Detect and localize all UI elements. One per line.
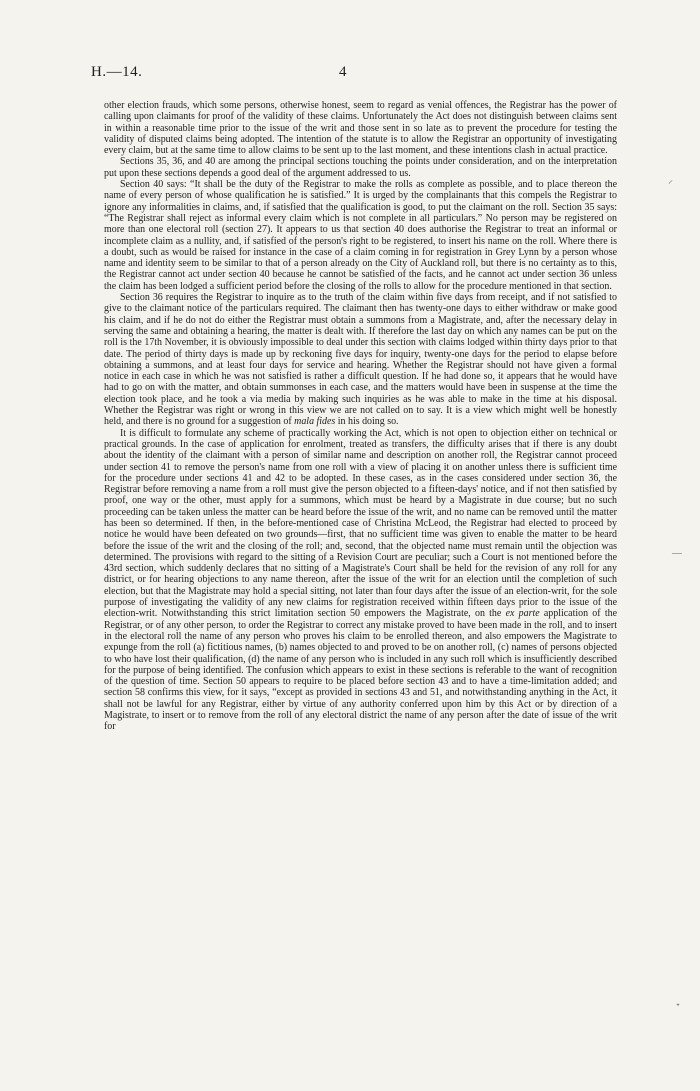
paragraph-4: Section 36 requires the Registrar to inquire as to the truth of the claim within five days from receipt, and if not satisfied to give to the claimant notice of the particulars required. The claimant then has twenty-one days to either withdraw or make good his claim, and if he do not do either the Registrar must obtain a summons from a Magistrate, and, after the necessary delay in serving the same and obtaining a hearing, the matter is dealt with. If therefore the last day on which any names can be put on the roll is the 17th November, it is obviously impossible to deal under this section with claims lodged within thirty days prior to that date. The period of thirty days is made up by reckoning five days for inquiry, twenty-one days for the period to elapse before obtaining a summons, and at least four days for service and hearing. Whether the Registrar should not have given a formal notice in each case in which he was not satisfied is rather a difficult question. If he had done so, it appears that he would have had to go on with the matter, and obtain summonses in each case, and the matters would have been in suspense at the time the election took place, and he took a via media by making such inquiries as he was able to make in the time at his disposal. Whether the Registrar was right or wrong in this view we are not called on to say. It is a view which might well be honestly held, and there is no ground for a suggestion of mala fides in his doing so. — [104, 292, 617, 428]
document-reference: H.—14. — [91, 64, 143, 80]
page-header — [91, 64, 611, 88]
paragraph-3: Section 40 says: “It shall be the duty of the Registrar to make the rolls as complete as possible, and to place thereon the name of every person of whose qualification he is satisfied.” It is urged by the complainants that this compels the Registrar to ignore any informalities in claims, and, if satisfied that the qualification is good, to put the claimant on the roll. Section 35 says: “The Registrar shall reject as informal every claim which is not complete in all particulars.” No person may be registered on more than one electoral roll (section 27). It appears to us that section 40 does authorise the Registrar to treat an informal or incomplete claim as a nullity, and, if satisfied of the person's right to be registered, to insert his name on the roll. Where there is a doubt, such as would be raised for instance in the case of a claim coming in for registration in Grey Lynn by a person whose name and identity seem to be similar to that of a person already on the City of Auckland roll, but there is no certainty as to this, the Registrar cannot act under section 40 because he cannot be satisfied of the facts, and he cannot act under section 36 unless the claim has been lodged a sufficient period before the closing of the rolls to allow for the procedure mentioned in that section. — [104, 179, 617, 292]
paragraph-1: other election frauds, which some persons, otherwise honest, seem to regard as venial offences, the Registrar has the power of calling upon claimants for proof of the validity of these claims. Unfortunately the Act does not distinguish between claims sent in within a reasonable time prior to the issue of the writ and those sent in so late as to prevent the procedure for testing the validity of disputed claims being adopted. The intention of the statute is to allow the Registrar an opportunity of investigating every claim, but at the same time to allow claims to be sent up to the last moment, and these intentions clash in actual practice. — [104, 100, 617, 157]
margin-mark: ᐩ — [676, 1002, 680, 1013]
paragraph-2: Sections 35, 36, and 40 are among the principal sections touching the points under consideration, and on the interpretation put upon these sections depends a good deal of the argument addressed to us. — [104, 156, 617, 179]
document-body — [104, 100, 617, 733]
paragraph-5: It is difficult to formulate any scheme of practically working the Act, which is not open to objection either on technical or practical grounds. In the case of application for enrolment, treated as transfers, the difficulty arises that if there is any doubt about the identity of the claimant with a person of similar name and description on another roll, the Registrar cannot proceed under section 41 to remove the person's name from one roll with a view of placing it on another unless there is sufficient time for the procedure under sections 41 and 42 to be adopted. In these cases, as in the cases considered under section 36, the Registrar before removing a name from a roll must give the person objected to a fifteen-days' notice, and if not then satisfied by proof, one way or the other, must apply for a summons, which must be heard by a Magistrate in due course; but no such proceeding can be taken unless the matter can be heard before the issue of the writ, and no name can be removed until the matter has been so determined. If then, in the before-mentioned case of Christina McLeod, the Registrar had elected to proceed by notice he would have been defeated on two grounds—first, that no sufficient time was given to enable the matter to be heard before the issue of the writ and the closing of the roll; and, second, that the objected name must remain until the objection was determined. The provisions with regard to the sitting of a Revision Court are peculiar; such a Court is not mentioned before the 43rd section, which suddenly declares that no sitting of a Magistrate's Court shall be held for the revision of any roll for any district, or for hearing objections to any name thereon, after the issue of the writ for an election until the completion of such election, but that the Magistrate may hold a special sitting, not later than four days after the issue of an election-writ, for the sole purpose of investigating the validity of any new claims for registration received within fifteen days prior to the issue of the election-writ. Notwithstanding this strict limitation section 50 empowers the Magistrate, on the ex parte application of the Registrar, or of any other person, to order the Registrar to correct any mistake proved to have been made in the roll, and to insert in the electoral roll the name of any person who proves his claim to be enrolled thereon, and also empowers the Magistrate to expunge from the roll (a) fictitious names, (b) names objected to and proved to be on another roll, (c) names of persons objected to who have lost their qualification, (d) the name of any person who is included in any such roll which is insufficiently described for the purpose of being identified. The confusion which appears to exist in these sections is referable to the want of recognition of the question of time. Section 50 appears to require to be placed before section 43 and to have a time-limitation added; and section 58 confirms this view, for it says, “except as provided in sections 43 and 51, and notwithstanding anything in the Act, it shall not be lawful for any Registrar, either by virtue of any authority conferred upon him by this Act or by direction of a Magistrate, to insert or to remove from the roll of any electoral district the name of any person after the date of issue of the writ for — [104, 427, 617, 733]
page-number: 4 — [339, 64, 347, 80]
margin-mark: — — [672, 548, 682, 559]
margin-mark: ⸝ — [668, 175, 673, 186]
